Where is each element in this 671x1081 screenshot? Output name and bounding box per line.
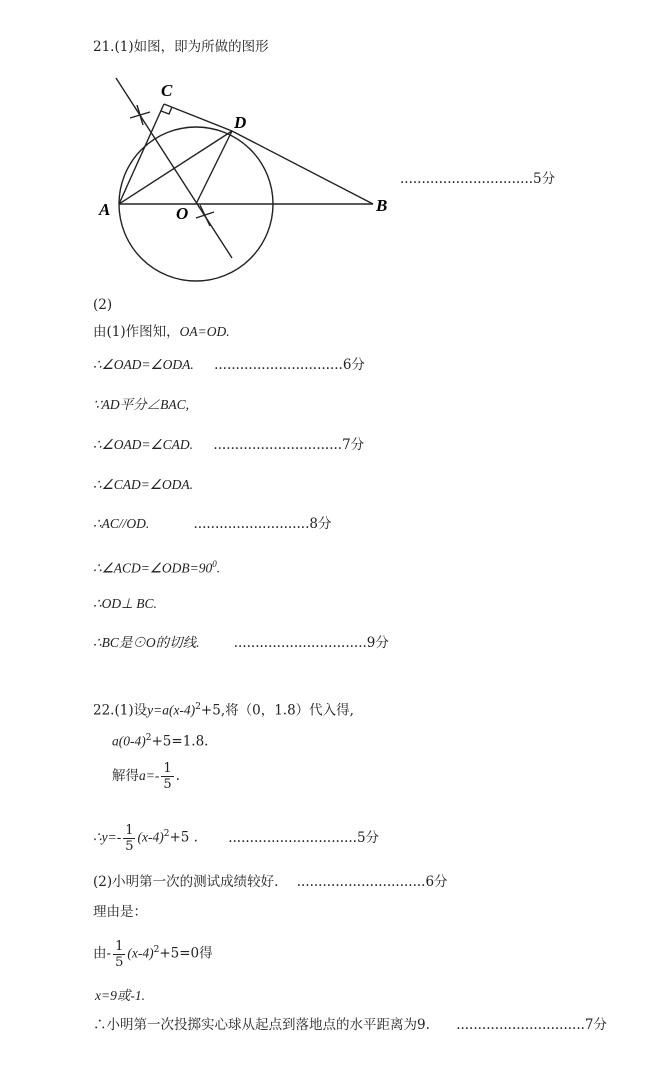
q21-line9-eq: ∴BC是⊙O的切线. (93, 635, 200, 650)
q22-line3 (112, 760, 180, 792)
q22-line5-a: (2)小明第一次的测试成绩较好. (93, 874, 279, 890)
q21-line1-text: 由(1)作图知， (93, 324, 180, 340)
q22-line2-a: a(0-4) (112, 733, 146, 749)
q21-line7-sup: 0 (212, 559, 217, 569)
q22-line7-a: 由- (93, 945, 112, 962)
q22-line7 (93, 934, 213, 970)
q22-line7-den: 5 (115, 954, 124, 970)
q22-line7-c: +5=0得 (159, 945, 213, 962)
q21-line6-score: ...........................8分 (193, 516, 332, 532)
q21-part2: (2) (93, 297, 113, 313)
q22-line9 (93, 1016, 607, 1034)
q21-line2 (93, 356, 365, 374)
q22-line7-b: (x-4) (127, 945, 154, 961)
q21-line1 (93, 323, 230, 341)
q22-line5 (93, 873, 448, 891)
q21-line6 (93, 515, 331, 533)
q22-line4-den: 5 (125, 838, 134, 854)
q22-line4-num: 1 (125, 822, 134, 838)
label-c: C (161, 81, 173, 100)
q22-line4-a: ∴y=- (93, 829, 122, 845)
q22-line2 (112, 729, 208, 751)
q21-line7-end: . (216, 560, 221, 576)
q21-score-5: ...............................5分 (400, 171, 556, 187)
q22-line4-frac (123, 823, 135, 854)
q22-line2-sup: 2 (145, 733, 152, 743)
q21-line8: ∴OD⊥ BC. (93, 596, 157, 611)
q22-line1 (93, 698, 354, 720)
q22-line4-score: ..............................5分 (228, 829, 380, 846)
q21-title: 21.(1)如图，即为所做的图形 (93, 39, 269, 55)
q21-line1-eq: OA=OD. (179, 324, 230, 339)
q21-line4-eq: ∴∠OAD=∠CAD. (93, 437, 194, 452)
q22-line4-b: (x-4) (137, 829, 164, 845)
q21-line7-eq: ∴∠ACD=∠ODB=90 (93, 560, 213, 576)
q22-line3-c: . (175, 768, 180, 784)
perpendicular-bisector (116, 78, 232, 258)
q22-line2-b: +5=1.8. (151, 733, 209, 750)
q22-line5-score: ..............................6分 (296, 874, 448, 890)
q21-line2-score: ..............................6分 (214, 357, 365, 373)
q22-line7-sup: 2 (153, 945, 160, 955)
segment-db (232, 131, 373, 204)
q22-line1-sup: 2 (195, 702, 201, 712)
q21-line4-score: ..............................7分 (213, 437, 365, 453)
q22-line7-num: 1 (115, 938, 124, 954)
q22-line1-b: y=a(x-4) (147, 702, 196, 718)
q21-line9-score: ...............................9分 (233, 635, 389, 651)
q21-line7 (93, 555, 220, 578)
q22-line8: x=9或-1. (95, 988, 145, 1003)
q22-line7-frac (113, 939, 125, 970)
q22-line4-c: +5 . (169, 829, 198, 846)
q22-line3-b: a=- (139, 768, 160, 783)
label-b: B (376, 196, 388, 215)
q22-line9-score: ..............................7分 (456, 1017, 608, 1033)
q22-line1-a: 22.(1)设 (93, 702, 148, 719)
q22-line6: 理由是： (93, 904, 147, 920)
label-d: D (234, 113, 247, 132)
q22-line3-a: 解得 (112, 768, 139, 784)
q21-line2-eq: ∴∠OAD=∠ODA. (93, 357, 194, 372)
label-a: A (99, 200, 111, 219)
q21-line6-eq: ∴AC//OD. (93, 516, 150, 531)
q21-line5: ∴∠CAD=∠ODA. (93, 477, 194, 492)
q22-line1-c: +5,将（0，1.8）代入得, (200, 702, 354, 719)
q22-line3-num: 1 (163, 761, 172, 776)
q22-line4 (93, 818, 379, 854)
q21-line9 (93, 634, 389, 652)
label-o: O (176, 204, 189, 223)
q22-line9-a: ∴小明第一次投掷实心球从起点到落地点的水平距离为9. (93, 1017, 430, 1033)
q22-line3-den: 5 (163, 777, 172, 792)
q21-line4 (93, 436, 364, 454)
q22-line3-frac (161, 761, 173, 792)
q21-line3: ∵AD平分∠BAC, (93, 397, 189, 412)
q22-line4-sup: 2 (163, 829, 170, 839)
